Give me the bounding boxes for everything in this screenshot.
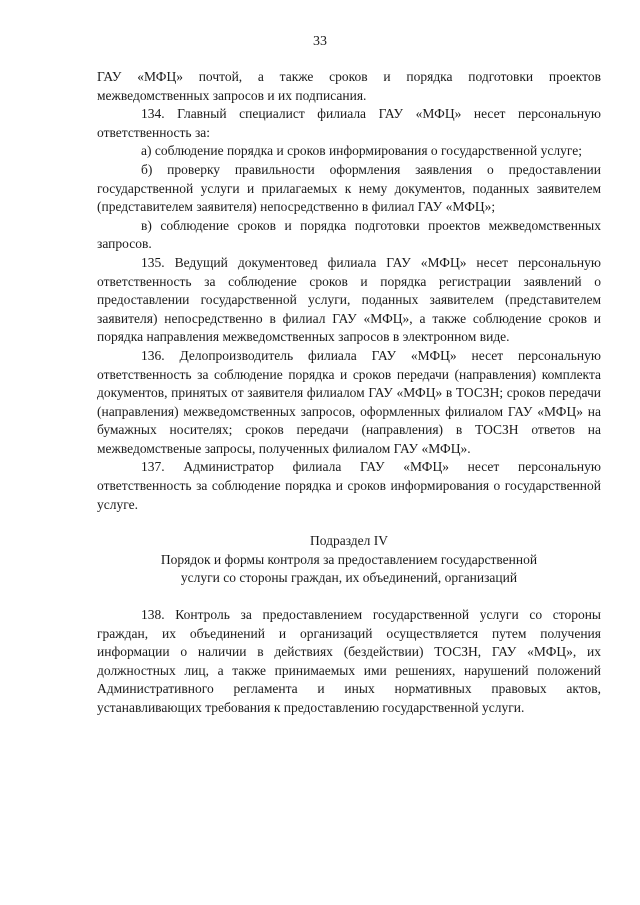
section-label: Подраздел IV bbox=[309, 533, 389, 549]
paragraph-138: 138. Контроль за предоставлением государственной услуги со стороны граждан, их объединений и организаций осуществляется путем получения информации о наличии в действиях (бездействии) ТОСЗН, ГАУ «МФЦ», их должностных лиц, а также принимаемых ими решениях, нарушений положений Административного регламента и иных нормативных правовых актов, устанавливающих требования к предоставлению государственной услуги. bbox=[97, 607, 601, 715]
paragraph-continuation: ГАУ «МФЦ» почтой, а также сроков и порядка подготовки проектов межведомственных запросов и их подписания. bbox=[97, 69, 601, 103]
paragraph-136: 136. Делопроизводитель филиала ГАУ «МФЦ» несет персональную ответственность за соблюдение порядка и сроков передачи (направления) комплекта документов, принятых от заявителя филиалом ГАУ «МФЦ» в ТОСЗН; сроков передачи (направления) межведомственных запросов, оформленных филиалом ГАУ «МФЦ» на бумажных носителях; сроков передачи (направления) в ТОСЗН ответов на межведомственые запросы, полученных филиалом ГАУ «МФЦ». bbox=[97, 347, 601, 456]
section-title-line-1: Порядок и формы контроля за предоставлением государственной bbox=[160, 551, 538, 567]
document-body bbox=[97, 68, 601, 718]
page-number: 33 bbox=[313, 34, 327, 49]
section-title-line-2: услуги со стороны граждан, их объединений, организаций bbox=[180, 570, 518, 586]
paragraph-134-c: в) соблюдение сроков и порядка подготовки проектов межведомственных запросов. bbox=[97, 217, 601, 252]
paragraph-134-a: а) соблюдение порядка и сроков информирования о государственной услуге; bbox=[141, 143, 582, 159]
paragraph-134: 134. Главный специалист филиала ГАУ «МФЦ» несет персональную ответственность за: bbox=[97, 106, 601, 140]
paragraph-135: 135. Ведущий документовед филиала ГАУ «МФЦ» несет персональную ответственность за соблюдение сроков и порядка регистрации заявлений о предоставлении государственной услуги, поданных заявителем (представителем заявителя) непосредственно в филиал ГАУ «МФЦ», а также соблюдение сроков и порядка направления межведомственных запросов в электронном виде. bbox=[97, 254, 601, 345]
paragraph-137: 137. Администратор филиала ГАУ «МФЦ» несет персональную ответственность за соблюдение порядка и сроков информирования о государственной услуге. bbox=[97, 459, 601, 512]
paragraph-134-b: б) проверку правильности оформления заявления о предоставлении государственной услуги и прилагаемых к нему документов, поданных заявителем (представителем заявителя) непосредственно в филиал ГАУ «МФЦ»; bbox=[97, 161, 601, 215]
